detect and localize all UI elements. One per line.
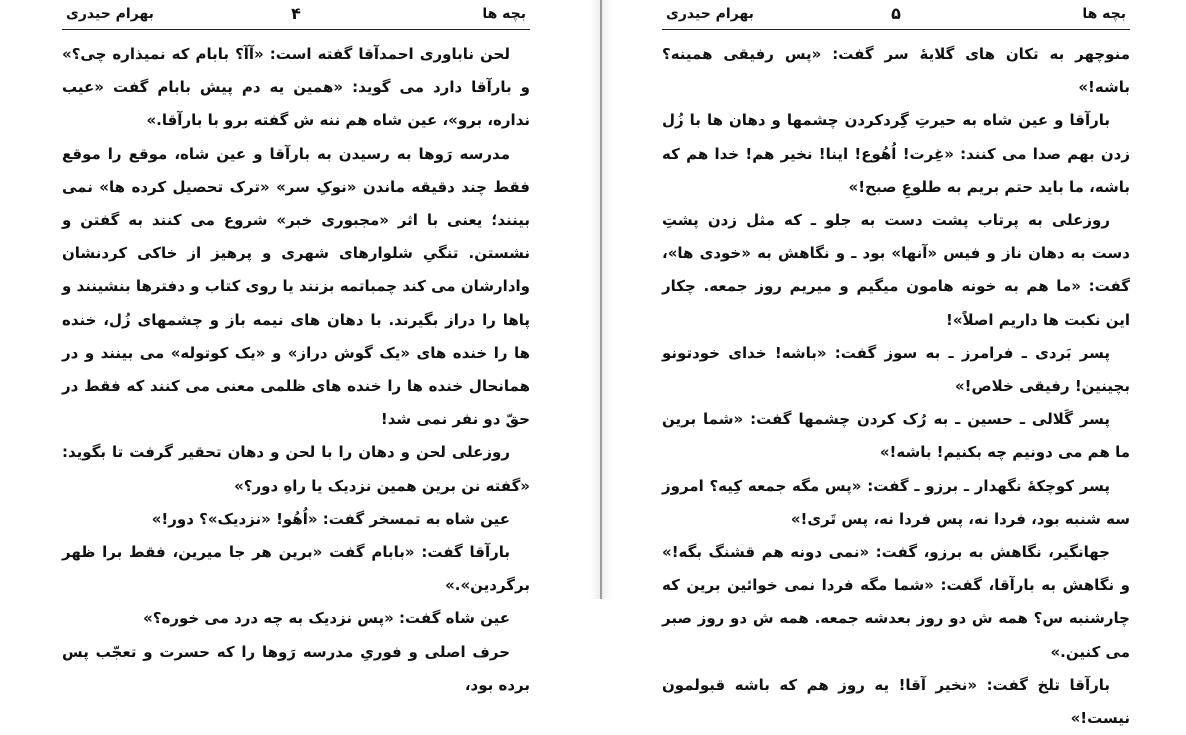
header-rule [662, 29, 1130, 30]
running-head-author: بهرام حیدری [66, 6, 154, 22]
paragraph: عین شاه گفت: «پس نزدیک به چه درد می خوره؟» [143, 609, 510, 628]
paragraph: حرف اصلی و فوریِ مدرسه رَوها را که حسرت و تعجّب پس برده بود، [62, 642, 530, 694]
left-page-body [62, 38, 530, 702]
paragraph: بارآقا و عین شاه به حیرتِ گِردکردن چشمها و دهان ها با زُل زدن بهم صدا می کنند: «غِرت! اُهُوع! اینا! نخیر هم! خدا هم که باشه، ما باید حتم بریم به طلوعِ صبح!» [662, 111, 1130, 196]
paragraph: لحن ناباوری احمدآقا گفته است: «آآ؟ بابام که نمیذاره چی؟» و بارآقا دارد می گوید: «همین یه دم پیش بابام گفت «عیب نداره، برو»، عین شاه هم ننه ش گفته برو با بارآقا.» [62, 45, 530, 130]
paragraph: منوچهر به تکان های گلایهٔ سر گفت: «پس رفیقی همینه؟ باشه!» [662, 45, 1130, 97]
paragraph: مدرسه رَوها به رسیدن به بارآقا و عین شاه، موقع را موقع فقط چند دقیقه ماندن «نوکِ سر» «ترک تحصیل کرده ها» نمی بینند؛ یعنی با اثر «مجبوری خبر» شروع می کنند به گفتن و نشستن. تنگیِ شلوارهای شهری و پرهیز از خاکی کردنشان وادارشان می کند چمباتمه بزنند یا روی کتاب و دفترها بنشینند و پاها را دراز بگیرند. با دهان های نیمه باز و چشمهای زُل، خنده ها را خنده های «یک گوش دراز» و «یک کوتوله» می بینند و در همانحال خنده ها را خنده های ظلمی معنی می کنند که فقط در حقّ دو نفر نمی شد! [62, 144, 530, 429]
paragraph: عین شاه به تمسخر گفت: «اُهُو! «نزدیک»؟ دور!» [151, 509, 510, 528]
left-page-header [62, 4, 530, 28]
book-gutter [600, 0, 602, 599]
running-head-book-title: بچه ها [1082, 6, 1126, 22]
left-page [62, 0, 530, 694]
page-number: ۴ [291, 4, 301, 23]
paragraph: روزعلی به پرتاب پشت دست به جلو ـ که مثل زدن پشتِ دست به دهان ناز و فیس «آنها» بود ـ و نگاهش به «خودی ها»، گفت: «ما هم به خونه هامون میگیم و میریم روز جمعه. چکار این نکبت ها داریم اصلاً»! [662, 211, 1130, 329]
page-number: ۵ [891, 4, 901, 23]
right-page-header [662, 4, 1130, 28]
paragraph: پسر گَلالی ـ حسین ـ به رُک کردن چشمها گفت: «شما برین ما هم می دونیم چه بکنیم! باشه!» [662, 410, 1130, 462]
right-page-body [662, 38, 1130, 735]
paragraph: پسر بَردی ـ فرامرز ـ به سوز گفت: «باشه! خدای خودتونو بچینین! رفیقی خلاص!» [662, 343, 1130, 396]
paragraph: جهانگیر، نگاهش به برزو، گفت: «نمی دونه هم قشنگ بگه!» و نگاهش به بارآقا، گفت: «شما مگه فردا نمی خوائین برین که چارشنبه س؟ همه ش دو روز بعدشه جمعه. همه ش دو روز صبر می کنین.» [662, 543, 1130, 661]
paragraph: پسر کوچکهٔ نگهدار ـ برزو ـ گفت: «پس مگه جمعه کِیه؟ امروز سه شنبه بود، فردا نه، پس فردا نه، پس تَری!» [662, 476, 1130, 528]
header-rule [62, 29, 530, 30]
right-page [662, 0, 1130, 728]
paragraph: بارآقا گفت: «بابام گفت «برین هر جا میرین، فقط برا ظهر برگردین».» [62, 543, 530, 595]
paragraph: بارآقا تلخ گفت: «نخیر آقا! یه روز هم که باشه قبولمون نیست!» [662, 675, 1130, 728]
running-head-author: بهرام حیدری [666, 6, 754, 22]
paragraph: روزعلی لحن و دهان را با لحن و دهان تحقیر گرفت تا بگوید: «گفته نن برین همین نزدیک یا راهِ دور؟» [62, 443, 530, 495]
running-head-book-title: بچه ها [482, 6, 526, 22]
